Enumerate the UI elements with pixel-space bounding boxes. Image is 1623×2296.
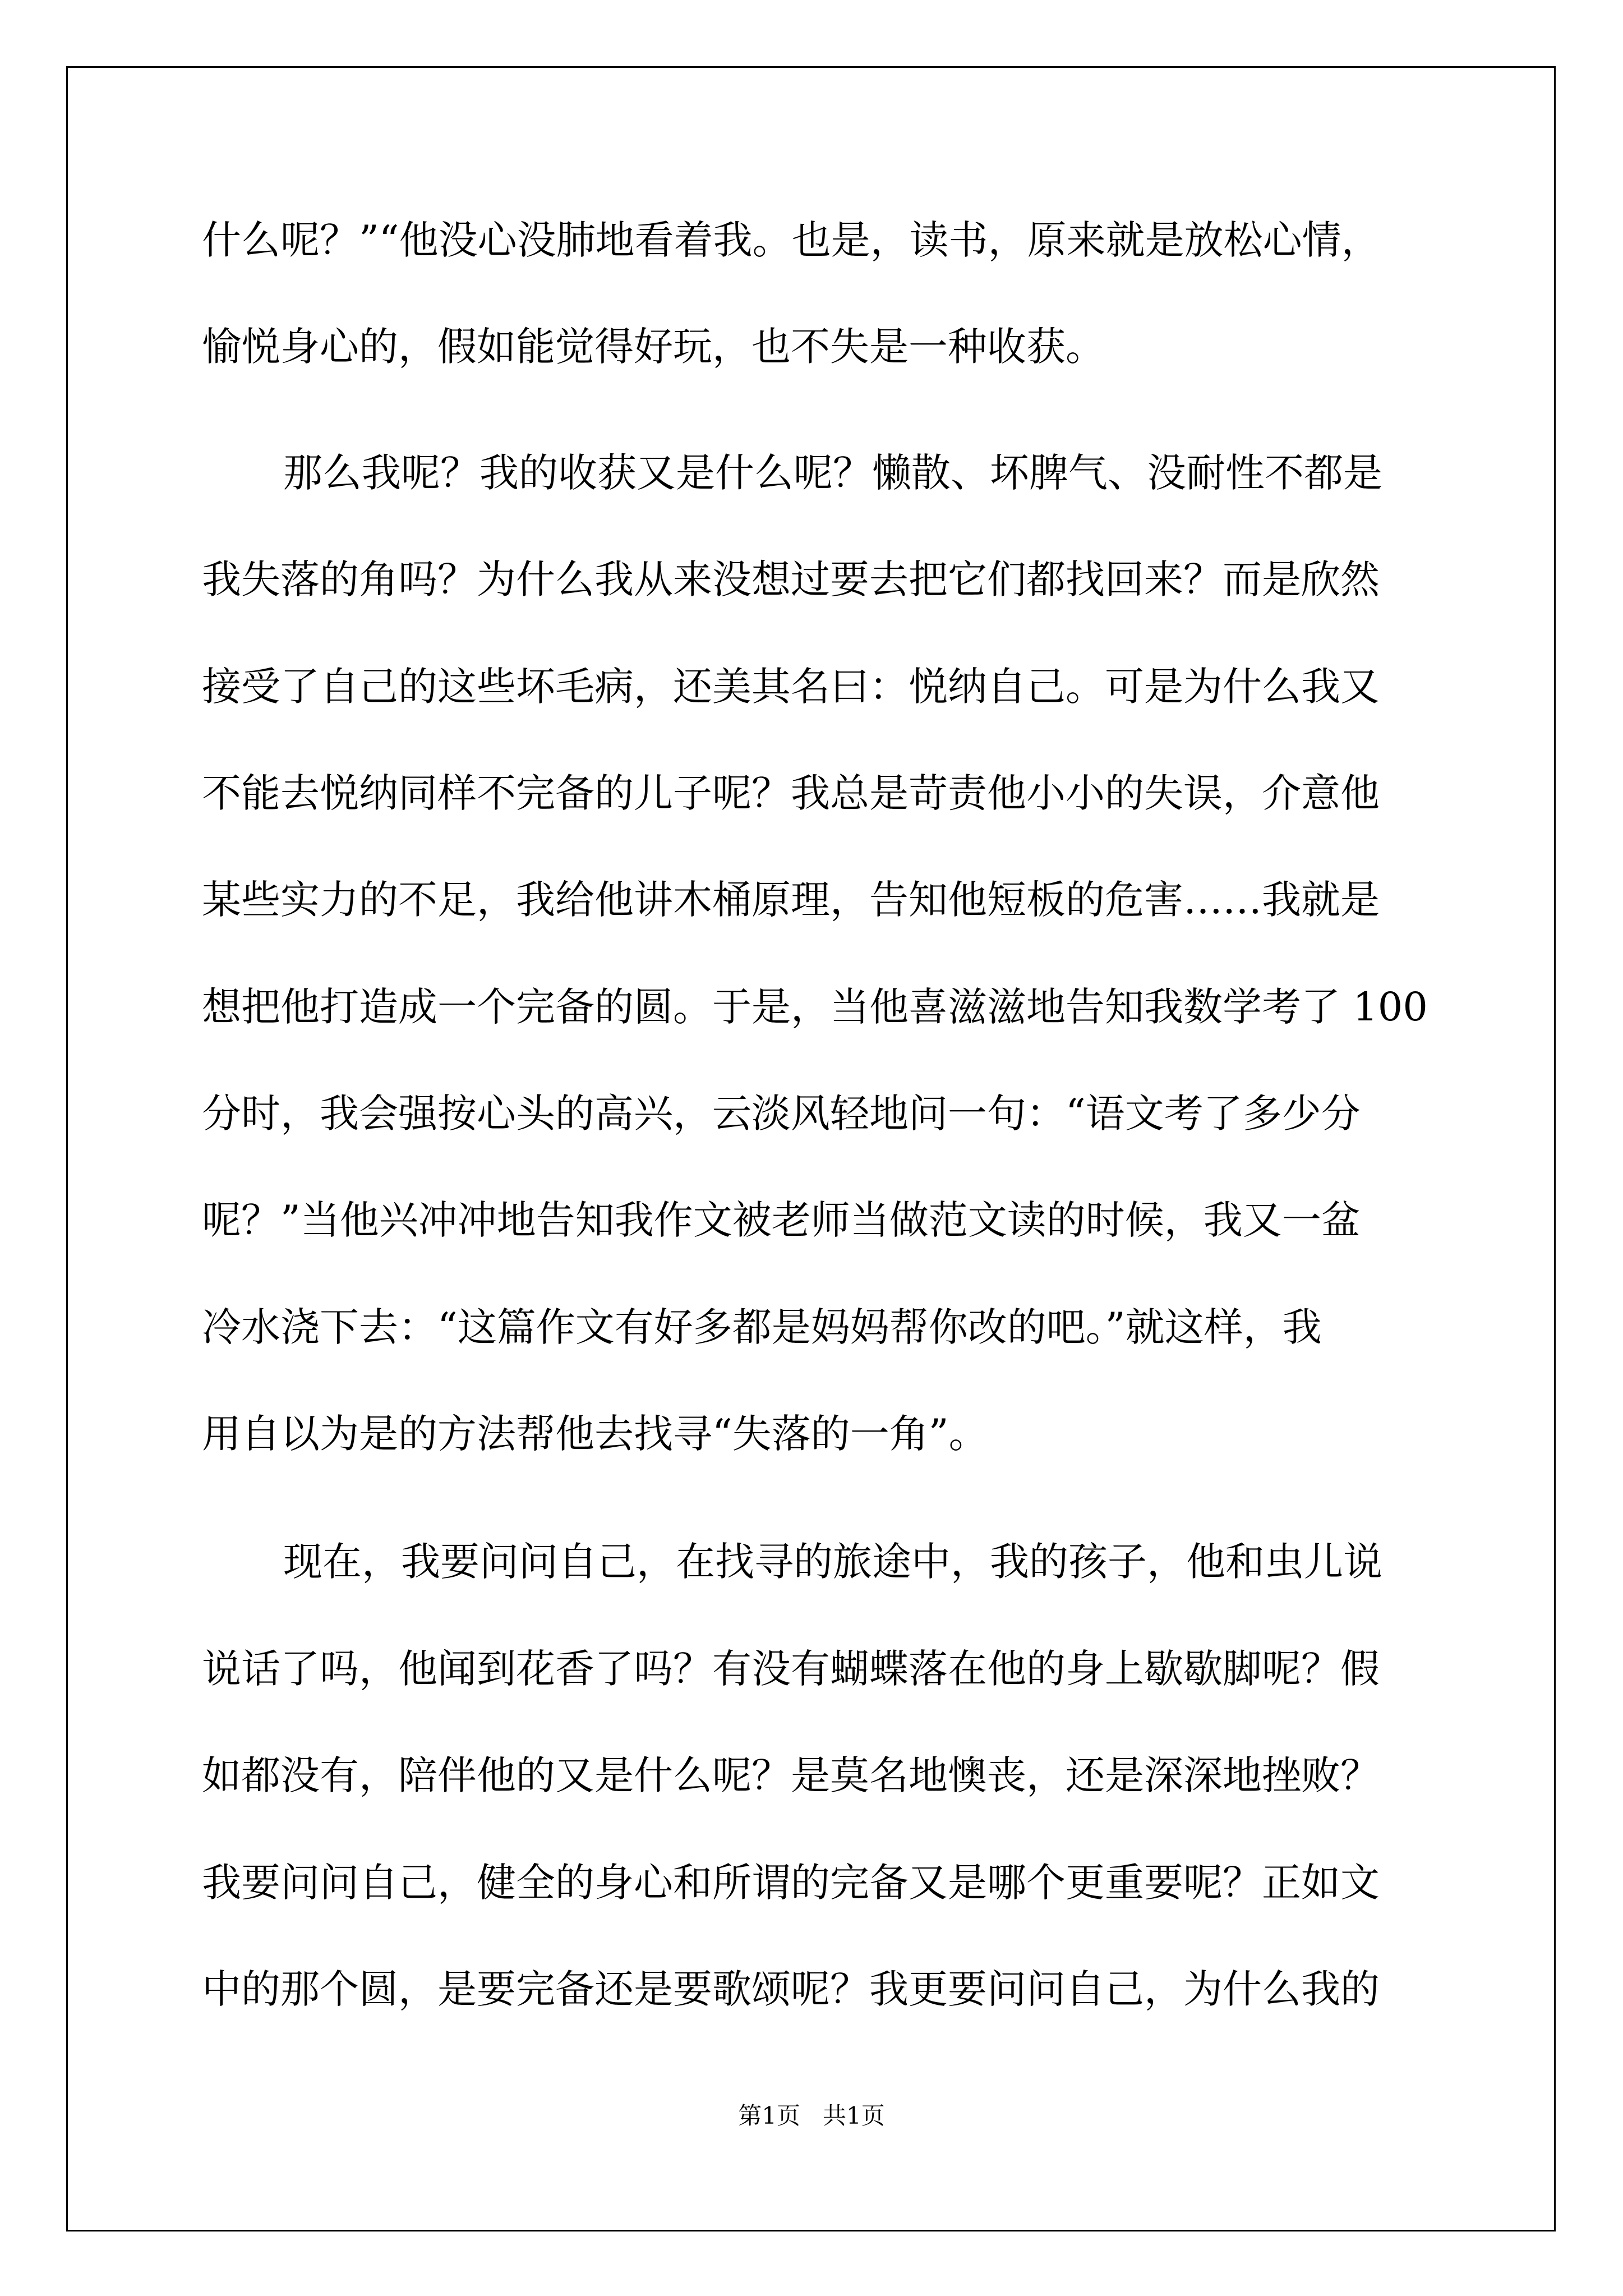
body-text-line: 我失落的角吗？为什么我从来没想过要去把它们都找回来？而是欣然 [202, 556, 1380, 602]
body-text-line: 我要问问自己，健全的身心和所谓的完备又是哪个更重要呢？正如文 [202, 1860, 1380, 1906]
body-text-line: 冷水浇下去：“这篇作文有好多都是妈妈帮你改的吧。”就这样，我 [202, 1304, 1322, 1350]
body-text-line: 如都没有，陪伴他的又是什么呢？是莫名地懊丧，还是深深地挫败？ [202, 1752, 1380, 1798]
paragraph-first-line: 那么我呢？我的收获又是什么呢？懒散、坏脾气、没耐性不都是 [283, 450, 1382, 496]
page-number-footer: 第1页 共1页 [738, 2102, 885, 2129]
body-text-line: 接受了自己的这些坏毛病，还美其名曰：悦纳自己。可是为什么我又 [202, 664, 1380, 710]
body-text-line: 呢？”当他兴冲冲地告知我作文被老师当做范文读的时候，我又一盆 [202, 1197, 1361, 1243]
body-text-line: 什么呢？”“他没心没肺地看着我。也是，读书，原来就是放松心情， [202, 217, 1381, 263]
body-text-line: 愉悦身心的，假如能觉得好玩，也不失是一种收获。 [202, 324, 1105, 370]
body-text-line: 不能去悦纳同样不完备的儿子呢？我总是苛责他小小的失误，介意他 [202, 770, 1380, 816]
body-text-line: 中的那个圆，是要完备还是要歌颂呢？我更要问问自己，为什么我的 [202, 1966, 1380, 2012]
body-text-line: 用自以为是的方法帮他去找寻“失落的一角”。 [202, 1411, 988, 1457]
body-text-line: 说话了吗，他闻到花香了吗？有没有蝴蝶落在他的身上歇歇脚呢？假 [202, 1646, 1380, 1692]
body-text-line: 某些实力的不足，我给他讲木桶原理，告知他短板的危害……我就是 [202, 877, 1380, 923]
body-text-line: 分时，我会强按心头的高兴，云淡风轻地问一句：“语文考了多少分 [202, 1091, 1361, 1137]
paragraph-first-line: 现在，我要问问自己，在找寻的旅途中，我的孩子，他和虫儿说 [283, 1539, 1382, 1585]
body-text-line: 想把他打造成一个完备的圆。于是，当他喜滋滋地告知我数学考了 100 [202, 984, 1428, 1030]
